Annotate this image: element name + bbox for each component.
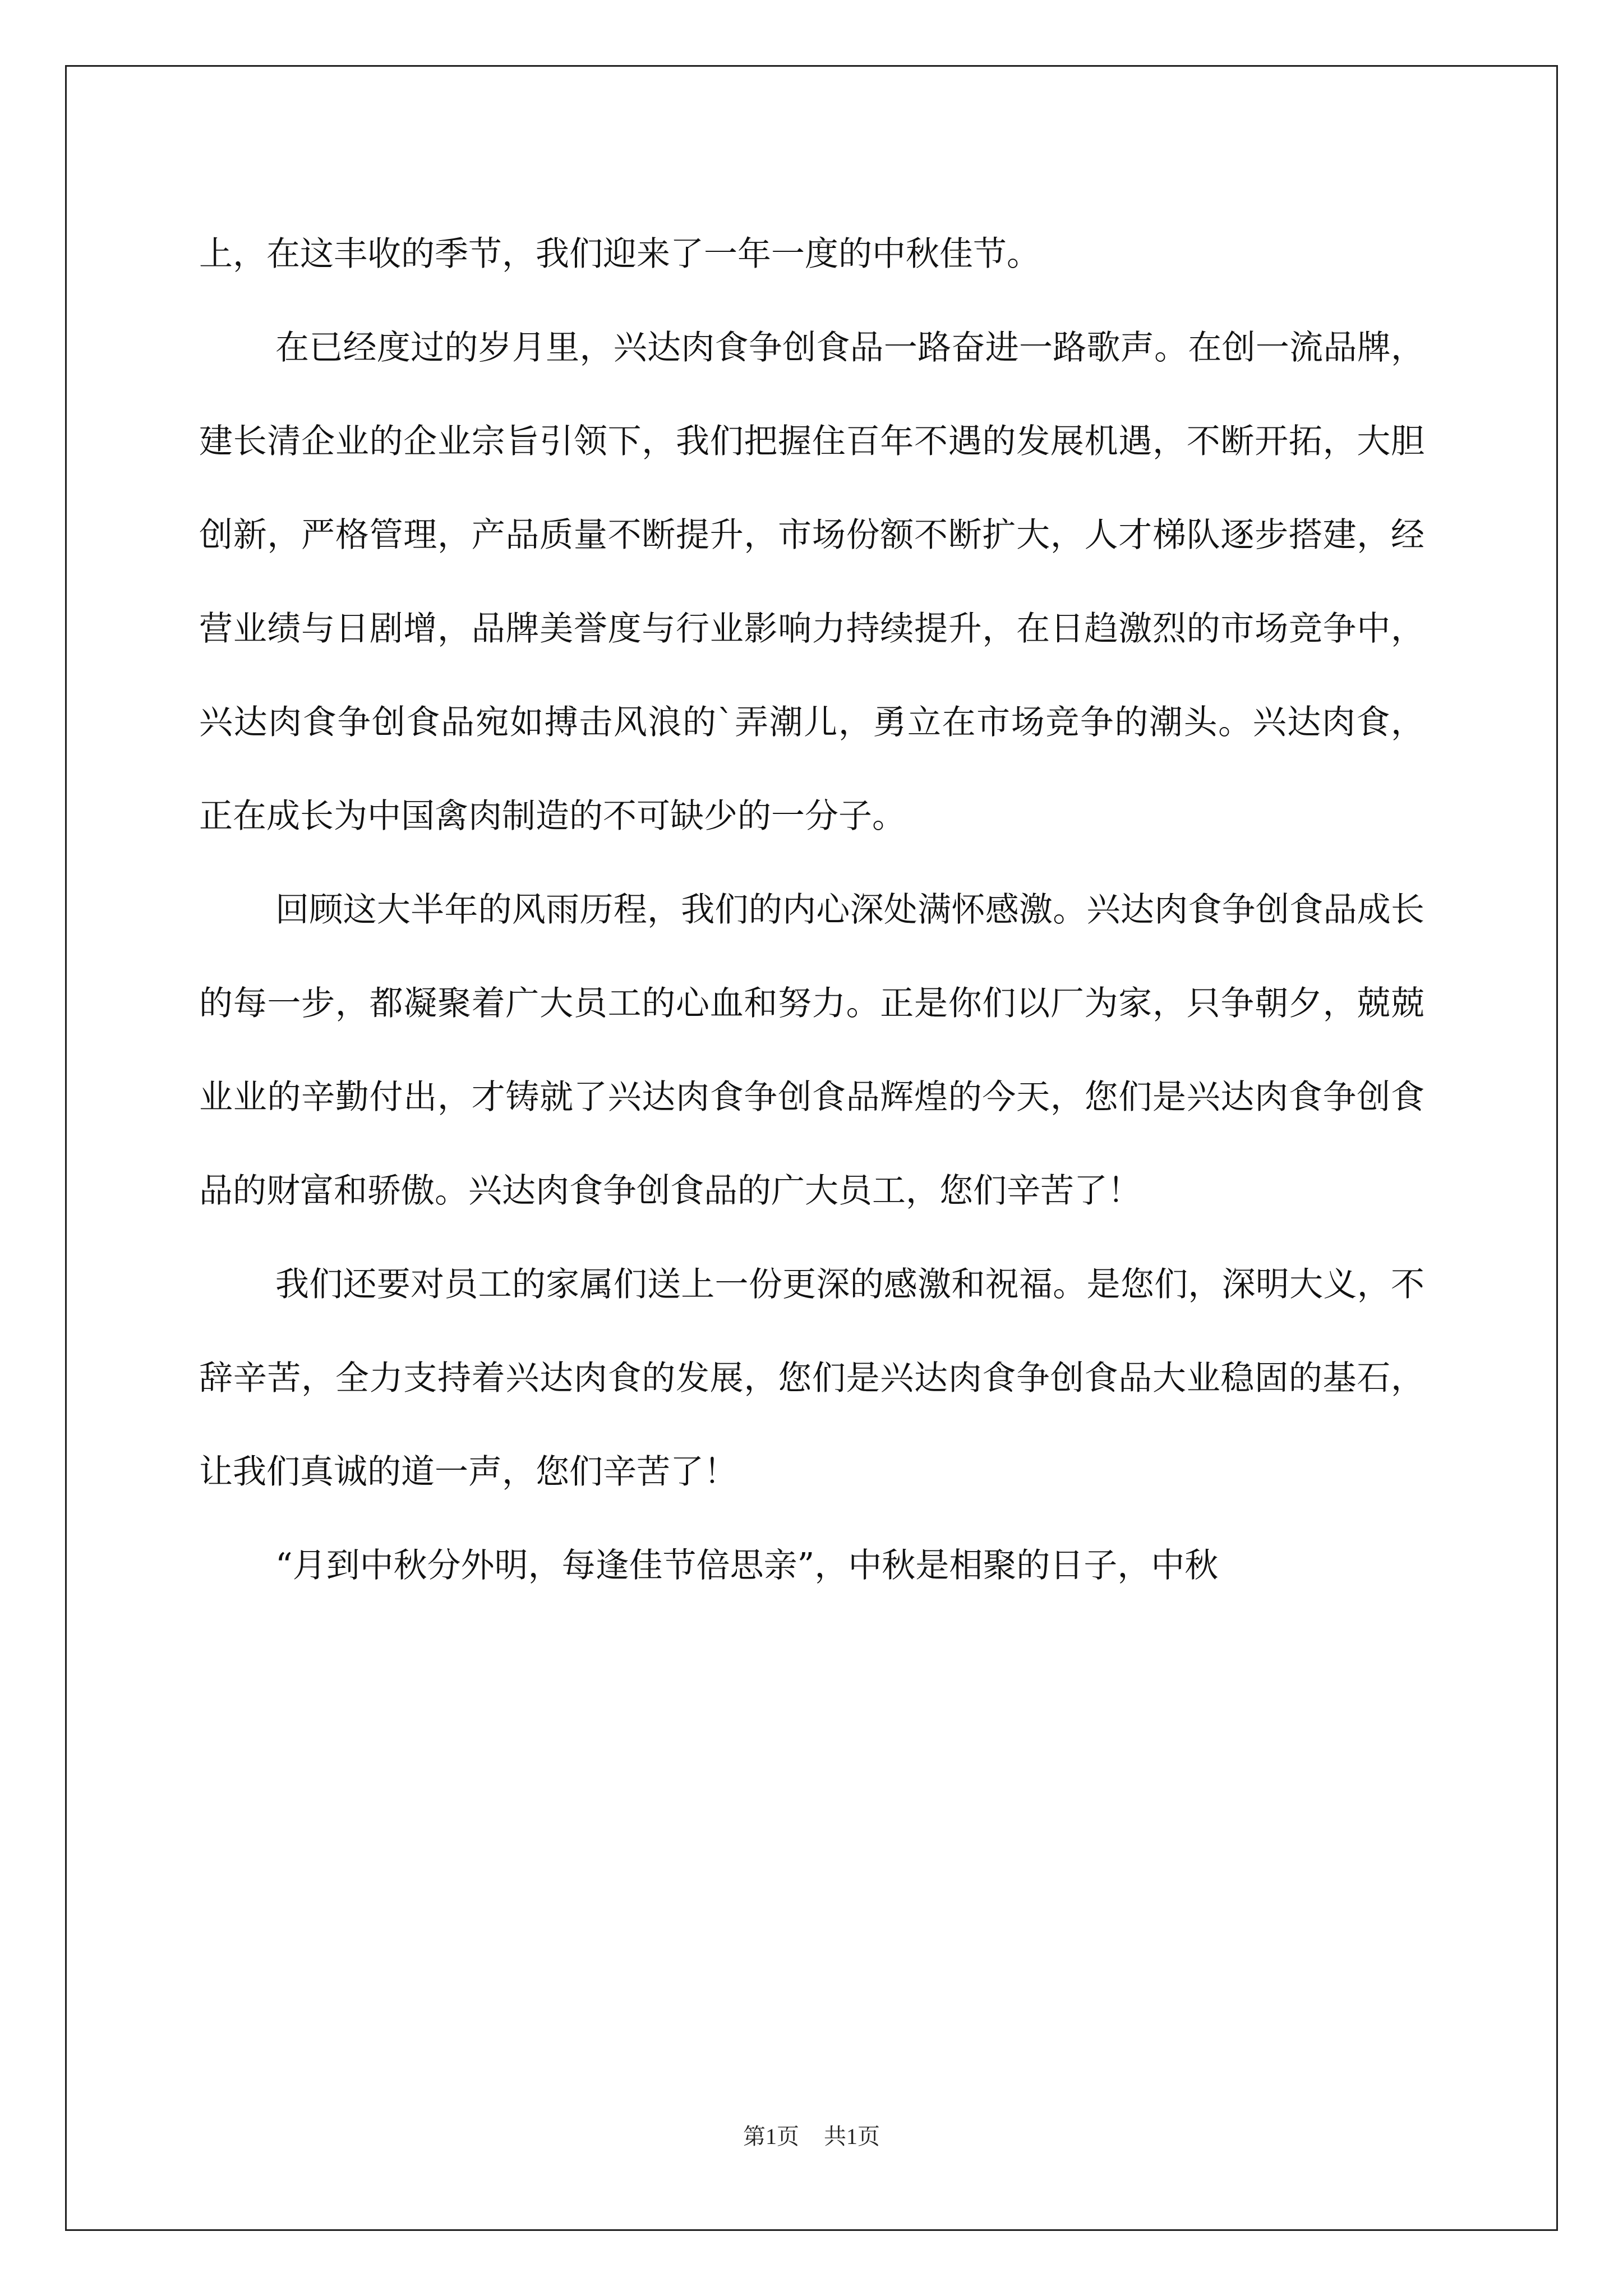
paragraph-family-thanks: 我们还要对员工的家属们送上一份更深的感激和祝福。是您们，深明大义，不辞辛苦，全力支持着兴达肉食的发展，您们是兴达肉食争创食品大业稳固的基石，让我们真诚的道一声，您们辛苦了！	[199, 1265, 1424, 1492]
paragraph-employee-thanks: 回顾这大半年的风雨历程，我们的内心深处满怀感激。兴达肉食争创食品成长的每一步，都凝聚着广大员工的心血和努力。正是你们以厂为家，只争朝夕，兢兢业业的辛勤付出，才铸就了兴达肉食争创食品辉煌的今天，您们是兴达肉食争创食品的财富和骄傲。兴达肉食争创食品的广大员工，您们辛苦了！	[199, 890, 1424, 1211]
document-body	[199, 208, 1424, 1613]
paragraph-mid-autumn-quote: “月到中秋分外明，每逢佳节倍思亲”，中秋是相聚的日子，中秋	[275, 1546, 1219, 1585]
page-total: 共1页	[824, 2124, 880, 2149]
page-footer	[0, 2123, 1623, 2151]
paragraph-company-progress: 在已经度过的岁月里，兴达肉食争创食品一路奋进一路歌声。在创一流品牌，建长清企业的企业宗旨引领下，我们把握住百年不遇的发展机遇，不断开拓，大胆创新，严格管理，产品质量不断提升，市场份额不断扩大，人才梯队逐步搭建，经营业绩与日剧增，品牌美誉度与行业影响力持续提升，在日趋激烈的市场竞争中，兴达肉食争创食品宛如搏击风浪的`弄潮儿，勇立在市场竞争的潮头。兴达肉食，正在成长为中国禽肉制造的不可缺少的一分子。	[199, 328, 1424, 836]
paragraph-continuation: 上，在这丰收的季节，我们迎来了一年一度的中秋佳节。	[199, 234, 1040, 274]
page-number: 第1页	[743, 2124, 799, 2149]
